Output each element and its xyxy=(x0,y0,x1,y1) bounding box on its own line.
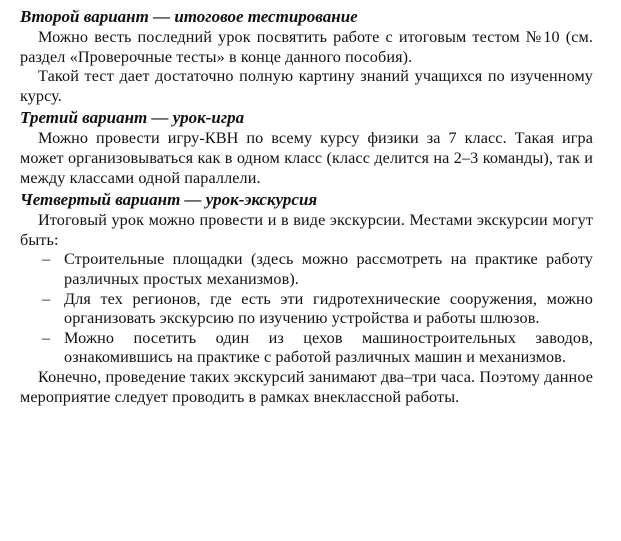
paragraph-excursion-intro: Итоговый урок можно провести и в виде экскурсии. Местами экскурсии могут быть: xyxy=(20,211,593,249)
paragraph-final-test: Можно весть последний урок посвятить работе с итоговым тестом №10 (см. раздел «Проверочные тесты» в конце данного пособия). xyxy=(20,28,593,66)
list-item-text: Для тех регионов, где есть эти гидротехнические сооружения, можно организовать экскурсию по изучению устройства и работы шлюзов. xyxy=(64,289,593,328)
list-item xyxy=(20,290,593,329)
list-item xyxy=(20,250,593,289)
paragraph-closing: Конечно, проведение таких экскурсий занимают два–три часа. Поэтому данное мероприятие следует проводить в рамках внеклассной работы. xyxy=(20,367,593,406)
paragraph-kvn-game: Можно провести игру-КВН по всему курсу физики за 7 класс. Такая игра может организовываться как в одном класс (класс делится на 2–3 команды), так и между классами одной параллели. xyxy=(20,129,593,187)
section-heading-excursion: Четвертый вариант — урок-экскурсия xyxy=(20,190,318,210)
list-dash: – xyxy=(42,328,51,347)
list-item-text: Можно посетить один из цехов машиностроительных заводов, ознакомившись на практике с работой различных машин и механизмов. xyxy=(64,328,593,367)
list-dash: – xyxy=(42,289,51,308)
list-item-text: Строительные площадки (здесь можно рассмотреть на практике работу различных простых механизмов). xyxy=(64,250,593,288)
list-dash: – xyxy=(42,250,51,269)
list-item xyxy=(20,329,593,368)
section-heading-testing: Второй вариант — итоговое тестирование xyxy=(20,7,358,26)
excursion-places-list xyxy=(20,250,593,368)
section-heading-game: Третий вариант — урок-игра xyxy=(20,108,245,128)
paragraph-test-knowledge: Такой тест дает достаточно полную картину знаний учащихся по изученному курсу. xyxy=(20,67,593,105)
